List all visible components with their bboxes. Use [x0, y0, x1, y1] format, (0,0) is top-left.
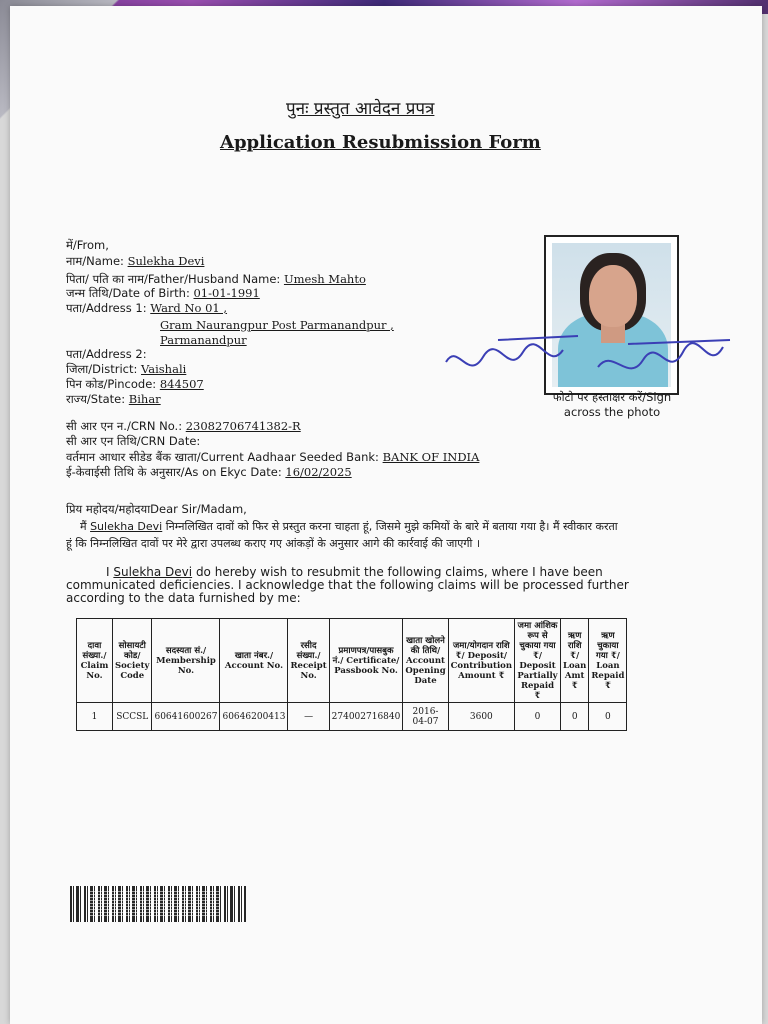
bank-value: BANK OF INDIA: [382, 450, 480, 464]
name-label: नाम/Name:: [66, 254, 124, 268]
district-value: Vaishali: [141, 362, 187, 376]
cell-partially-repaid: 0: [515, 703, 561, 731]
page-title: Application Resubmission Form: [220, 132, 541, 153]
col-account-no: खाता नंबर./ Account No.: [220, 619, 288, 703]
cell-deposit-amount: 3600: [448, 703, 514, 731]
col-certificate-no: प्रमाणपत्र/पासबुक नं./ Certificate/ Passbook No.: [329, 619, 403, 703]
dob-value: 01-01-1991: [193, 286, 260, 300]
barcode-image: [70, 886, 246, 922]
ekyc-value: 16/02/2025: [285, 465, 352, 479]
crn-date-label: सी आर एन तिथि/CRN Date:: [66, 434, 201, 448]
photo-caption-line2: across the photo: [563, 405, 661, 419]
state-value: Bihar: [128, 392, 161, 406]
address1-row: [66, 301, 227, 316]
english-prefix: I: [106, 565, 110, 579]
cell-loan-amt: 0: [561, 703, 589, 731]
address2-label: पता/Address 2:: [66, 347, 147, 361]
name-row: [66, 254, 204, 269]
claims-table: [76, 618, 627, 731]
col-society-code: सोसायटी कोड/ Society Code: [113, 619, 152, 703]
col-deposit-amount: जमा/योगदान राशि ₹/ Deposit/ Contribution Amount ₹: [448, 619, 514, 703]
address1-line2: Gram Naurangpur Post Parmanandpur ,: [160, 318, 394, 332]
dob-label: जन्म तिथि/Date of Birth:: [66, 286, 190, 300]
col-membership-no: सदस्यता सं./ Membership No.: [152, 619, 220, 703]
cell-claim-no: 1: [77, 703, 113, 731]
pincode-value: 844507: [159, 377, 204, 391]
english-para-line3: according to the data furnished by me:: [66, 591, 301, 605]
father-row: [66, 272, 366, 287]
address1-line3-row: [160, 333, 247, 347]
bank-row: [66, 450, 479, 465]
hindi-title: पुनः प्रस्तुत आवेदन प्रपत्र: [286, 99, 435, 119]
address1-line1: Ward No 01 ,: [150, 301, 228, 315]
crn-no-label: सी आर एन न./CRN No.:: [66, 419, 183, 433]
name-value: Sulekha Devi: [127, 254, 205, 268]
cell-membership-no: 60641600267: [152, 703, 220, 731]
cell-society-code: SCCSL: [113, 703, 152, 731]
address1-line3: Parmanandpur: [160, 333, 247, 347]
district-row: [66, 362, 186, 377]
table-header-row: [77, 619, 627, 703]
dob-row: [66, 286, 260, 301]
address1-line2-row: [160, 318, 394, 332]
col-receipt-no: रसीद संख्या./ Receipt No.: [288, 619, 329, 703]
crn-no-row: [66, 419, 301, 434]
father-value: Umesh Mahto: [283, 272, 366, 286]
photo-caption: [544, 390, 680, 419]
cell-loan-repaid: 0: [589, 703, 627, 731]
salutation: प्रिय महोदय/महोदयाDear Sir/Madam,: [66, 502, 247, 516]
hindi-para-line2: हूं कि निम्नलिखित दावों पर मेरे द्वारा उपलब्ध कराए गए आंकड़ों के अनुसार आगे की कार्रवाई की जाएगी ।: [66, 537, 481, 550]
cell-certificate-no: 274002716840: [329, 703, 403, 731]
state-label: राज्य/State:: [66, 392, 126, 406]
cell-account-no: 60646200413: [220, 703, 288, 731]
english-line1-rest: do hereby wish to resubmit the following claims, where I have been: [195, 565, 603, 579]
cell-receipt-no: —: [288, 703, 329, 731]
from-label: में/From,: [66, 238, 109, 252]
bank-label: वर्तमान आधार सीडेड बैंक खाता/Current Aadhaar Seeded Bank:: [66, 450, 379, 464]
hindi-para-line1: [66, 519, 618, 534]
father-label: पिता/ पति का नाम/Father/Husband Name:: [66, 272, 281, 286]
table-row: [77, 703, 627, 731]
col-loan-repaid: ऋण चुकाया गया ₹/ Loan Repaid ₹: [589, 619, 627, 703]
cell-opening-date: 2016-04-07: [403, 703, 448, 731]
ekyc-row: [66, 465, 352, 480]
ekyc-label: ई-केवाईसी तिथि के अनुसार/As on Ekyc Date:: [66, 465, 282, 479]
english-para-line2: communicated deficiencies. I acknowledge that the following claims will be processed further: [66, 578, 629, 592]
pincode-label: पिन कोड/Pincode:: [66, 377, 157, 391]
col-opening-date: खाता खोलने की तिथि/ Account Opening Date: [403, 619, 448, 703]
col-claim-no: दावा संख्या./ Claim No.: [77, 619, 113, 703]
col-loan-amt: ऋण राशि ₹/ Loan Amt ₹: [561, 619, 589, 703]
english-applicant-name: Sulekha Devi: [113, 565, 193, 579]
hindi-applicant-name: Sulekha Devi: [90, 520, 163, 533]
address1-label: पता/Address 1:: [66, 301, 147, 315]
hindi-line1-rest: निम्नलिखित दावों को फिर से प्रस्तुत करना चाहता हूं, जिसमे मुझे कमियों के बारे में बताया गया है। मैं स्वीकार करता: [165, 520, 618, 533]
document-page: [10, 6, 762, 1024]
district-label: जिला/District:: [66, 362, 138, 376]
pincode-row: [66, 377, 204, 392]
col-partially-repaid: जमा आंशिक रूप से चुकाया गया ₹/ Deposit Partially Repaid ₹: [515, 619, 561, 703]
state-row: [66, 392, 161, 407]
hindi-prefix: मैं: [80, 520, 87, 533]
crn-no-value: 23082706741382-R: [185, 419, 301, 433]
photo-caption-line1: फोटो पर हस्ताक्षर करें/Sign: [552, 390, 672, 404]
